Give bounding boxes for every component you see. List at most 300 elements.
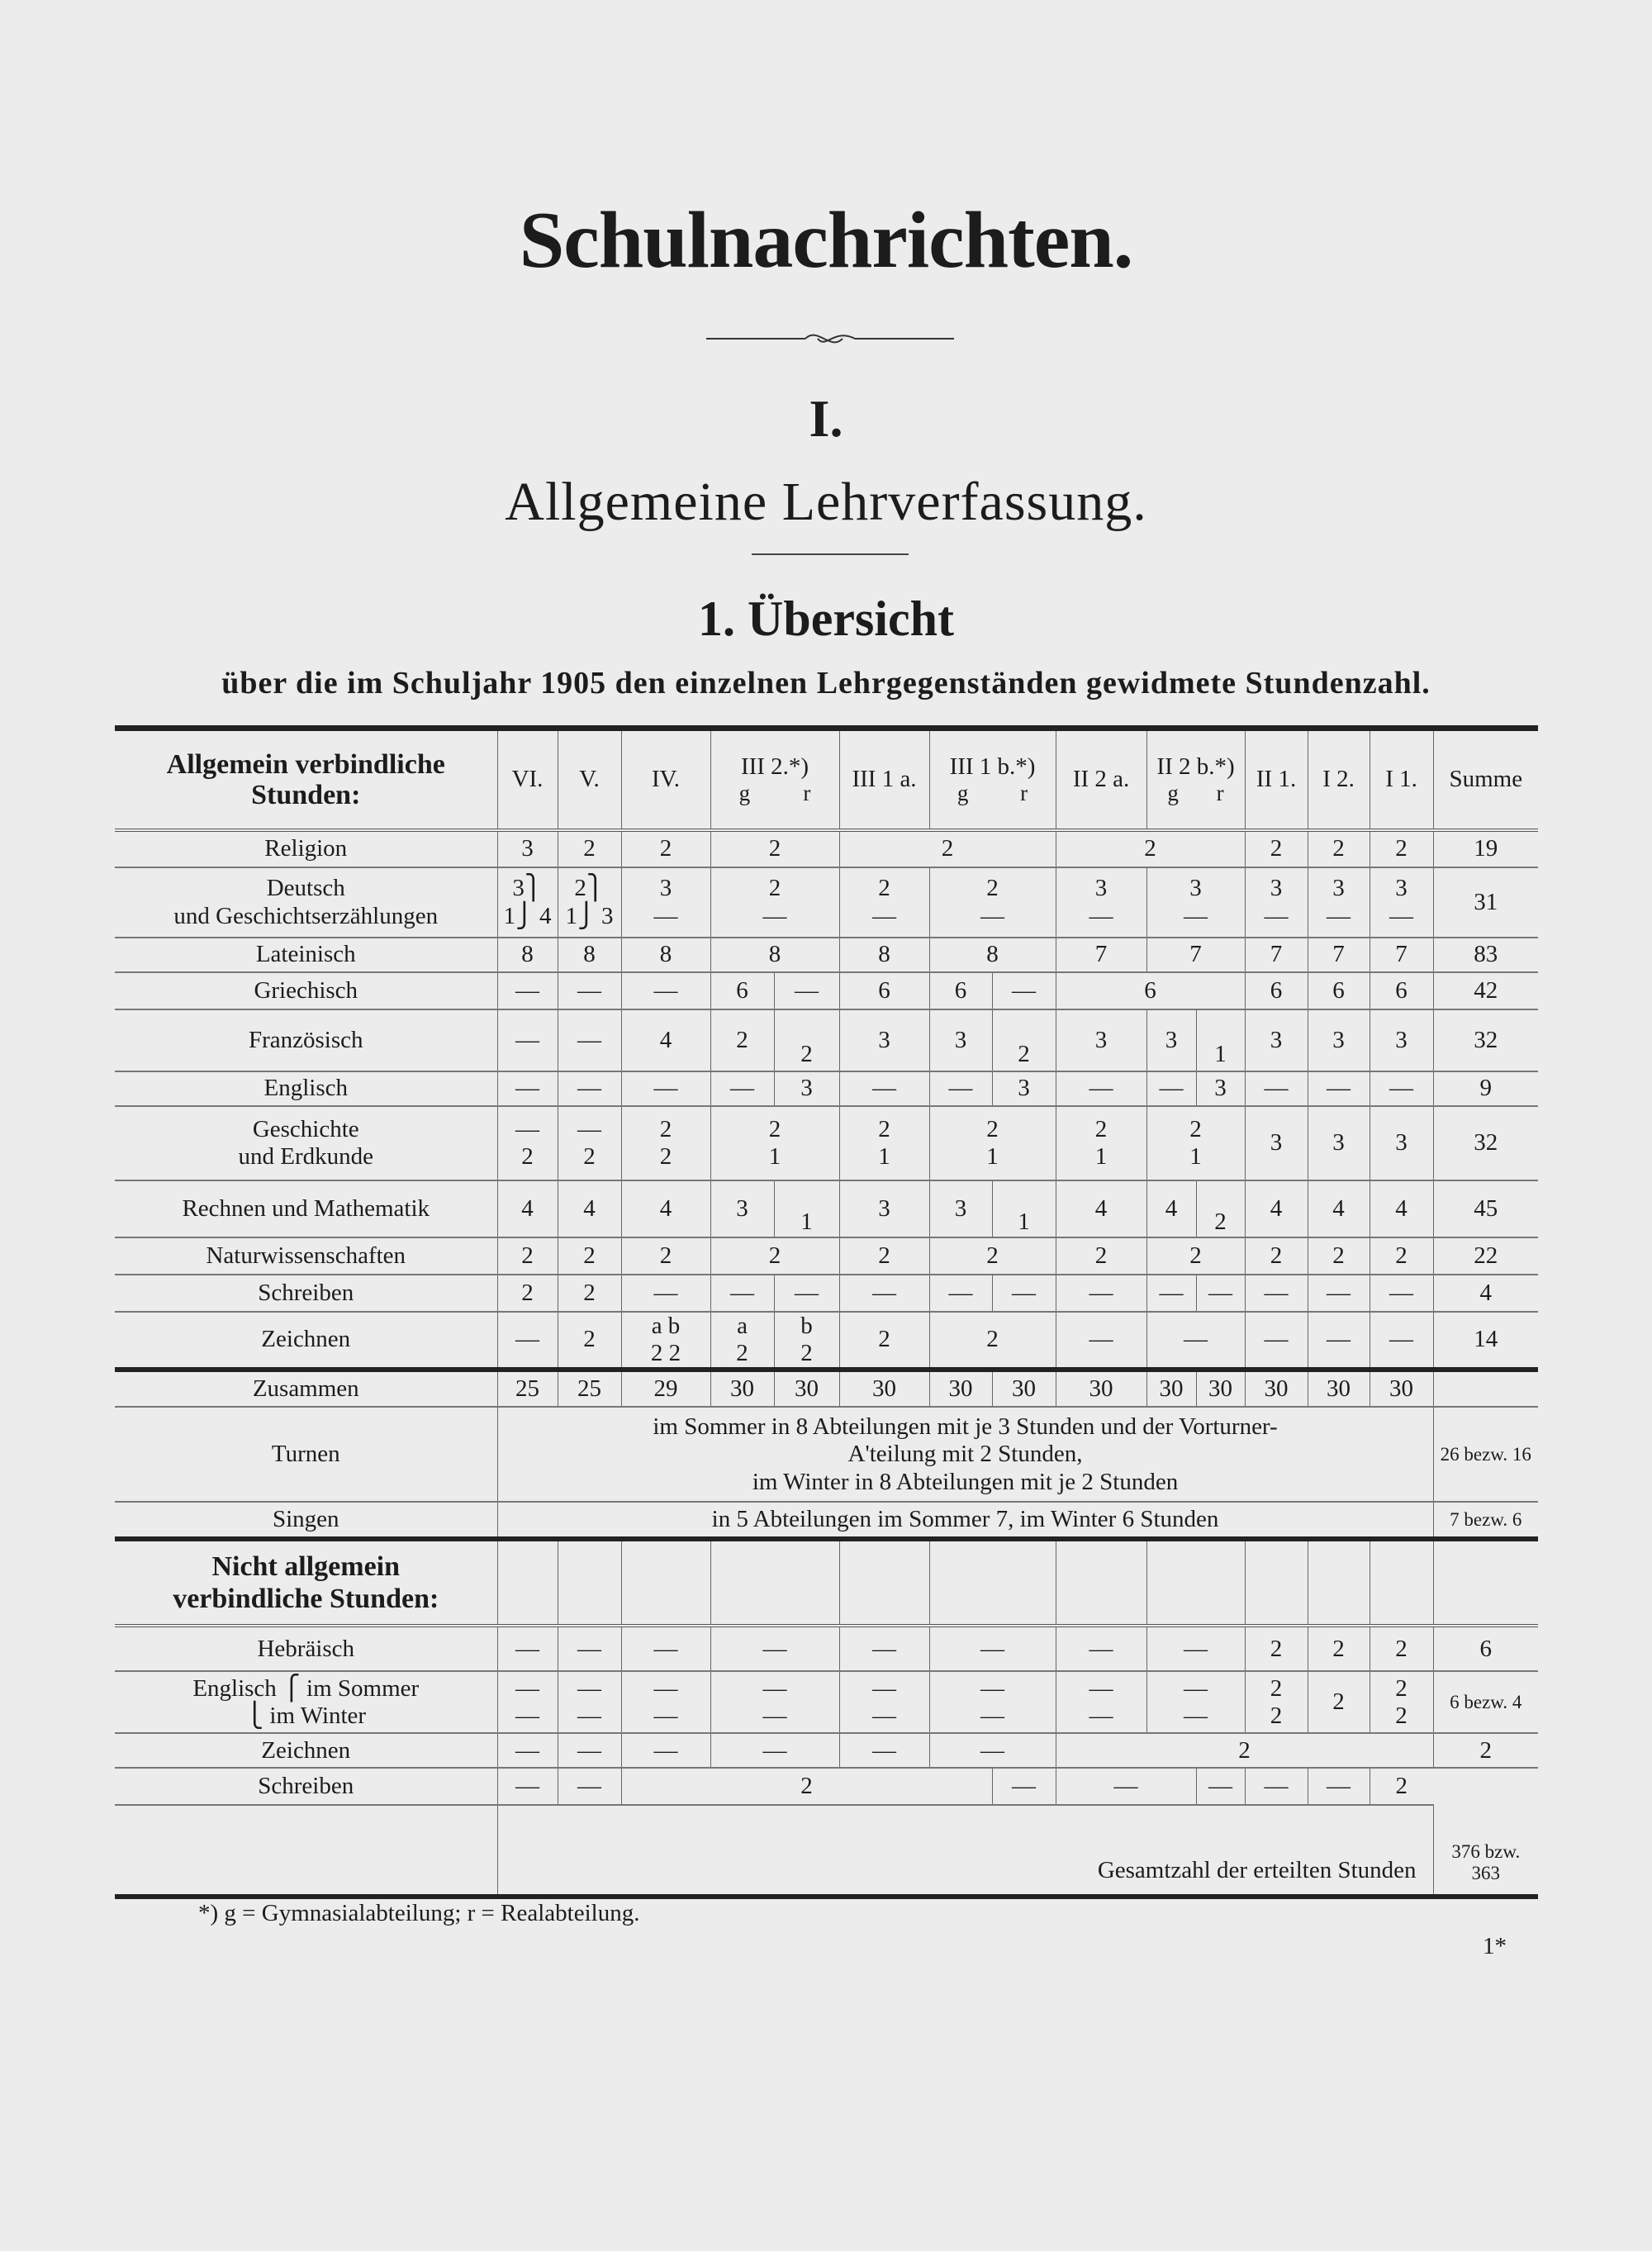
table-description: über die im Schuljahr 1905 den einzelnen Lehrgegenständen gewidmete Stundenzahl.: [221, 666, 1431, 700]
row-label: Rechnen und Mathematik: [115, 1180, 497, 1237]
column-header-label: III 1 b.*): [949, 753, 1036, 780]
column-header: [1245, 729, 1308, 831]
table-row: [115, 1768, 1538, 1805]
column-subheaders: [932, 781, 1054, 806]
table-cell: 3: [1308, 1106, 1370, 1180]
table-cell: —: [497, 1733, 558, 1768]
table-row: [115, 1237, 1538, 1275]
table-cell: 30: [992, 1370, 1056, 1407]
table-cell: 2: [1245, 830, 1308, 867]
page-title: Schulnachrichten.: [519, 196, 1133, 285]
table-cell: —: [497, 1626, 558, 1671]
table-row: [115, 1370, 1538, 1407]
table-cell: —: [558, 972, 621, 1009]
column-header-label: Summe: [1449, 766, 1523, 793]
table-cell: —: [558, 1733, 621, 1768]
table-cell: —: [497, 1768, 558, 1805]
table-cell: 32: [1433, 1009, 1538, 1071]
table-cell: 2 1: [929, 1106, 1056, 1180]
footnote: *) g = Gymnasialabteilung; r = Realabteilung.: [198, 1900, 640, 1926]
table-cell: —: [710, 1733, 839, 1768]
table-header-row: [115, 729, 1538, 831]
table-cell: 3: [1245, 1106, 1308, 1180]
table-cell: 2: [1308, 830, 1370, 867]
table-cell: 3⎫ 1⎭ 4: [497, 867, 558, 938]
table-cell: 2: [839, 830, 1056, 867]
table-row: [115, 1805, 1538, 1897]
table-cell: 83: [1433, 938, 1538, 972]
table-cell: 6: [839, 972, 929, 1009]
table-cell: 2: [1245, 1237, 1308, 1275]
table-cell: —: [1370, 1275, 1433, 1312]
row-label: Geschichte und Erdkunde: [115, 1106, 497, 1180]
column-subheaders: [1149, 781, 1243, 806]
ornament-divider-icon: [706, 326, 954, 351]
row-label: Nicht allgemein verbindliche Stunden:: [115, 1539, 497, 1626]
table-cell: 6: [1308, 972, 1370, 1009]
table-cell: 7: [1308, 938, 1370, 972]
row-label: Schreiben: [115, 1768, 497, 1805]
table-cell: —: [558, 1071, 621, 1106]
table-cell: 25: [558, 1370, 621, 1407]
row-label: Turnen: [115, 1407, 497, 1502]
table-cell: —: [839, 1733, 929, 1768]
table-cell: 4: [497, 1180, 558, 1237]
table-cell: —: [558, 1626, 621, 1671]
table-cell: 7: [1056, 938, 1146, 972]
table-cell: —: [1308, 1275, 1370, 1312]
subcolumn-label: g: [957, 781, 969, 806]
table-cell: 4: [1245, 1180, 1308, 1237]
table-cell: 30: [929, 1370, 992, 1407]
column-header-label: I 1.: [1385, 766, 1417, 793]
row-label: Griechisch: [115, 972, 497, 1009]
subcolumn-label: g: [738, 781, 751, 806]
column-header-label: III 2.*): [740, 753, 809, 780]
table-cell: 4: [1433, 1275, 1538, 1312]
table-cell: —: [497, 1071, 558, 1106]
table-cell: [710, 1539, 839, 1626]
table-cell: [1146, 1539, 1245, 1626]
table-cell: — —: [929, 1671, 1056, 1733]
table-cell: 1: [1196, 1009, 1245, 1071]
table-cell: 2: [774, 1009, 839, 1071]
table-cell: 30: [1196, 1370, 1245, 1407]
column-header: [710, 729, 839, 831]
table-cell: —: [1056, 1071, 1146, 1106]
table-cell: —: [1056, 1626, 1146, 1671]
column-header: [929, 729, 1056, 831]
column-header: [1308, 729, 1370, 831]
table-cell: 4: [1056, 1180, 1146, 1237]
page-number: 1*: [1483, 1933, 1507, 1959]
table-row: [115, 1071, 1538, 1106]
table-cell: 25: [497, 1370, 558, 1407]
table-cell: 2: [497, 1275, 558, 1312]
row-label: Englisch ⎧ im Sommer ⎩ im Winter: [115, 1671, 497, 1733]
column-header-label: III 1 a.: [852, 766, 917, 793]
table-cell: —: [1146, 1626, 1245, 1671]
table-cell: 6 bezw. 4: [1433, 1671, 1538, 1733]
hours-table: [115, 725, 1538, 1899]
table-cell: 4: [558, 1180, 621, 1237]
column-header-label: II 1.: [1256, 766, 1297, 793]
table-cell: 30: [1245, 1370, 1308, 1407]
table-cell: 3: [929, 1180, 992, 1237]
table-cell: 2: [929, 1237, 1056, 1275]
table-cell: 6: [710, 972, 774, 1009]
table-cell: —: [1146, 1275, 1196, 1312]
table-cell: b 2: [774, 1312, 839, 1370]
table-cell: 2 1: [1146, 1106, 1245, 1180]
table-cell: —: [1146, 1071, 1196, 1106]
table-cell: 2: [710, 830, 839, 867]
table-row: [115, 867, 1538, 938]
table-cell: 32: [1433, 1106, 1538, 1180]
table-cell: 8: [621, 938, 710, 972]
table-cell: [929, 1539, 1056, 1626]
table-cell: 2: [1056, 1733, 1433, 1768]
table-cell: 3: [1308, 1009, 1370, 1071]
column-header: [1433, 729, 1538, 831]
column-header: [839, 729, 929, 831]
row-label: Singen: [115, 1502, 497, 1539]
table-cell: —: [839, 1275, 929, 1312]
table-cell: 2: [992, 1009, 1056, 1071]
table-cell: 4: [621, 1180, 710, 1237]
row-label: Lateinisch: [115, 938, 497, 972]
table-cell: 19: [1433, 830, 1538, 867]
row-label: [115, 1805, 497, 1897]
table-cell: 2 —: [839, 867, 929, 938]
table-cell: 8: [710, 938, 839, 972]
chapter-number: I.: [809, 389, 843, 448]
table-cell: 2: [621, 1768, 992, 1805]
table-cell: 2 2: [621, 1106, 710, 1180]
table-row: [115, 938, 1538, 972]
divider: [752, 553, 909, 555]
table-row: [115, 1009, 1538, 1071]
table-cell: [558, 1539, 621, 1626]
table-cell: 8: [558, 938, 621, 972]
table-cell: — —: [710, 1671, 839, 1733]
table-row: [115, 972, 1538, 1009]
table-cell: 2 1: [710, 1106, 839, 1180]
subcolumn-label: r: [803, 781, 811, 806]
table-row: [115, 1106, 1538, 1180]
table-cell: 2: [1370, 1626, 1433, 1671]
table-cell: 2: [558, 1237, 621, 1275]
column-header: [558, 729, 621, 831]
table-cell: 2: [1308, 1626, 1370, 1671]
table-cell: —: [558, 1768, 621, 1805]
row-label: Zusammen: [115, 1370, 497, 1407]
table-cell: [1433, 1539, 1538, 1626]
table-cell: —: [774, 1275, 839, 1312]
table-cell: —: [992, 1768, 1056, 1805]
table-cell: 6: [1433, 1626, 1538, 1671]
column-header-label: II 2 a.: [1072, 766, 1130, 793]
table-cell: 3: [992, 1071, 1056, 1106]
table-cell: [1056, 1539, 1146, 1626]
table-cell: 3 —: [1056, 867, 1146, 938]
table-row: [115, 1733, 1538, 1768]
table-cell: 9: [1433, 1071, 1538, 1106]
table-cell: 2⎫ 1⎭ 3: [558, 867, 621, 938]
table-cell: 6: [1056, 972, 1245, 1009]
table-cell: —: [710, 1626, 839, 1671]
table-cell: — —: [621, 1671, 710, 1733]
table-cell: 3 —: [621, 867, 710, 938]
table-cell: 2: [710, 1237, 839, 1275]
table-cell: 2: [1245, 1626, 1308, 1671]
table-cell: [497, 1539, 558, 1626]
table-cell: 2: [558, 830, 621, 867]
table-cell: 2: [839, 1312, 929, 1370]
column-header-label: V.: [579, 766, 600, 793]
table-row: [115, 1407, 1538, 1502]
table-cell: 2: [621, 1237, 710, 1275]
table-cell: 3: [774, 1071, 839, 1106]
table-cell: [1308, 1539, 1370, 1626]
table-cell: 2: [839, 1237, 929, 1275]
table-cell: —: [497, 1009, 558, 1071]
table-cell: — —: [1056, 1671, 1146, 1733]
table-cell: [1433, 1370, 1538, 1407]
table-cell: 2: [1370, 830, 1433, 867]
table-cell: 2: [1370, 1768, 1433, 1805]
table-cell: 3: [497, 830, 558, 867]
table-row: [115, 1180, 1538, 1237]
table-cell: 8: [839, 938, 929, 972]
row-label: Schreiben: [115, 1275, 497, 1312]
table-cell: a 2: [710, 1312, 774, 1370]
table-cell: 2: [1196, 1180, 1245, 1237]
column-header: [621, 729, 710, 831]
table-cell: [839, 1539, 929, 1626]
table-cell: —: [992, 1275, 1056, 1312]
subsection-title: 1. Übersicht: [698, 591, 954, 646]
table-cell: 30: [710, 1370, 774, 1407]
table-cell: 30: [1308, 1370, 1370, 1407]
table-cell: —: [929, 1275, 992, 1312]
table-cell: 42: [1433, 972, 1538, 1009]
table-cell: 2 —: [710, 867, 839, 938]
section-title: Allgemeine Lehrverfassung.: [505, 472, 1147, 532]
table-cell: 4: [1308, 1180, 1370, 1237]
table-cell: —: [992, 972, 1056, 1009]
table-cell: 8: [497, 938, 558, 972]
table-cell: — —: [839, 1671, 929, 1733]
table-cell: 30: [774, 1370, 839, 1407]
table-cell: —: [839, 1071, 929, 1106]
row-label: Religion: [115, 830, 497, 867]
column-header: [1370, 729, 1433, 831]
table-cell: —: [929, 1071, 992, 1106]
row-label: Französisch: [115, 1009, 497, 1071]
table-cell: 3: [1370, 1106, 1433, 1180]
table-cell: —: [1196, 1768, 1245, 1805]
table-cell: —: [1308, 1071, 1370, 1106]
table-cell: —: [1370, 1312, 1433, 1370]
table-cell: 3: [1056, 1009, 1146, 1071]
subcolumn-label: r: [1216, 781, 1224, 806]
table-cell: 2: [1146, 1237, 1245, 1275]
row-label: Zeichnen: [115, 1312, 497, 1370]
table-cell: 30: [1056, 1370, 1146, 1407]
table-cell: 4: [1146, 1180, 1196, 1237]
table-row: [115, 1275, 1538, 1312]
table-cell: —: [1370, 1071, 1433, 1106]
table-cell: —: [929, 1626, 1056, 1671]
table-cell: 30: [839, 1370, 929, 1407]
table-cell: 2: [497, 1237, 558, 1275]
table-cell: 3: [710, 1180, 774, 1237]
table-cell: 30: [1370, 1370, 1433, 1407]
table-cell: 2: [558, 1312, 621, 1370]
row-label: Englisch: [115, 1071, 497, 1106]
column-header: [1146, 729, 1245, 831]
table-cell: —: [497, 972, 558, 1009]
table-cell: 3 —: [1370, 867, 1433, 938]
table-cell: 45: [1433, 1180, 1538, 1237]
table-cell: 2: [1056, 1237, 1146, 1275]
table-cell: 2: [1308, 1671, 1370, 1733]
table-cell: 14: [1433, 1312, 1538, 1370]
table-cell: —: [839, 1626, 929, 1671]
table-cell: 376 bzw. 363: [1433, 1805, 1538, 1897]
table-cell: —: [1245, 1312, 1308, 1370]
column-header: [497, 729, 558, 831]
table-row: [115, 1502, 1538, 1539]
table-cell: 3: [1370, 1009, 1433, 1071]
table-cell: 2: [621, 830, 710, 867]
table-cell: 6: [1245, 972, 1308, 1009]
column-header-label: II 2 b.*): [1156, 753, 1235, 780]
table-cell: 2 2: [1370, 1671, 1433, 1733]
table-cell: —: [1245, 1768, 1308, 1805]
table-cell: —: [710, 1275, 774, 1312]
table-cell: —: [621, 1626, 710, 1671]
table-row: [115, 1539, 1538, 1626]
table-row: [115, 830, 1538, 867]
table-cell: in 5 Abteilungen im Sommer 7, im Winter 6 Stunden: [497, 1502, 1433, 1539]
table-cell: 1: [992, 1180, 1056, 1237]
table-cell: —: [1245, 1071, 1308, 1106]
table-cell: [1370, 1539, 1433, 1626]
table-cell: — 2: [497, 1106, 558, 1180]
table-cell: 2: [929, 1312, 1056, 1370]
table-cell: —: [1056, 1312, 1146, 1370]
table-cell: —: [1308, 1768, 1370, 1805]
table-cell: 1: [774, 1180, 839, 1237]
column-header: [1056, 729, 1146, 831]
table-cell: —: [710, 1071, 774, 1106]
table-cell: —: [621, 972, 710, 1009]
table-cell: —: [1196, 1275, 1245, 1312]
table-cell: 3: [1245, 1009, 1308, 1071]
table-cell: — —: [497, 1671, 558, 1733]
table-cell: 2: [1433, 1733, 1538, 1768]
table-cell: 3: [929, 1009, 992, 1071]
table-cell: 2 1: [1056, 1106, 1146, 1180]
row-label: Hebräisch: [115, 1626, 497, 1671]
table-cell: 7: [1146, 938, 1245, 972]
table-cell: 2 2: [1245, 1671, 1308, 1733]
table-cell: [1245, 1539, 1308, 1626]
table-cell: 2: [1308, 1237, 1370, 1275]
table-cell: 2: [1056, 830, 1245, 867]
table-cell: — 2: [558, 1106, 621, 1180]
table-cell: —: [774, 972, 839, 1009]
column-header-label: I 2.: [1322, 766, 1355, 793]
table-cell: — —: [558, 1671, 621, 1733]
table-cell: —: [1056, 1275, 1146, 1312]
table-cell: 29: [621, 1370, 710, 1407]
table-row: [115, 1671, 1538, 1733]
table-cell: 2: [558, 1275, 621, 1312]
table-cell: im Sommer in 8 Abteilungen mit je 3 Stunden und der Vorturner- A'teilung mit 2 Stunden, im Winter in 8 Abteilungen mit je 2 Stunden: [497, 1407, 1433, 1502]
table-cell: 8: [929, 938, 1056, 972]
table-cell: 3: [1196, 1071, 1245, 1106]
table-cell: 7 bezw. 6: [1433, 1502, 1538, 1539]
column-subheaders: [713, 781, 838, 806]
table-cell: a b 2 2: [621, 1312, 710, 1370]
table-cell: — —: [1146, 1671, 1245, 1733]
table-cell: 26 bezw. 16: [1433, 1407, 1538, 1502]
table-cell: 2 1: [839, 1106, 929, 1180]
table-cell: —: [558, 1009, 621, 1071]
table-cell: —: [1056, 1768, 1196, 1805]
table-cell: —: [1146, 1312, 1245, 1370]
table-cell: [621, 1539, 710, 1626]
table-cell: 3: [1146, 1009, 1196, 1071]
table-cell: —: [497, 1312, 558, 1370]
row-label: Deutsch und Geschichtserzählungen: [115, 867, 497, 938]
table-cell: 3: [839, 1180, 929, 1237]
table-cell: 30: [1146, 1370, 1196, 1407]
table-cell: —: [621, 1275, 710, 1312]
table-cell: 4: [621, 1009, 710, 1071]
table-cell: —: [1308, 1312, 1370, 1370]
table-cell: 3 —: [1245, 867, 1308, 938]
table-cell: —: [1245, 1275, 1308, 1312]
table-cell: —: [929, 1733, 1056, 1768]
table-cell: 2: [710, 1009, 774, 1071]
column-header-label: IV.: [651, 766, 681, 793]
subcolumn-label: r: [1020, 781, 1028, 806]
subcolumn-label: g: [1167, 781, 1179, 806]
table-cell: Gesamtzahl der erteilten Stunden: [497, 1805, 1433, 1897]
table-cell: 7: [1370, 938, 1433, 972]
table-cell: 6: [929, 972, 992, 1009]
table-cell: 6: [1370, 972, 1433, 1009]
table-cell: 22: [1433, 1237, 1538, 1275]
row-label: Zeichnen: [115, 1733, 497, 1768]
table-cell: 3 —: [1308, 867, 1370, 938]
table-cell: —: [621, 1733, 710, 1768]
table-cell: 2 —: [929, 867, 1056, 938]
table-cell: 3 —: [1146, 867, 1245, 938]
column-header-label: VI.: [511, 766, 544, 793]
row-label: Naturwissenschaften: [115, 1237, 497, 1275]
table-row: [115, 1312, 1538, 1370]
table-cell: 3: [839, 1009, 929, 1071]
table-cell: 4: [1370, 1180, 1433, 1237]
table-cell: —: [621, 1071, 710, 1106]
table-cell: 7: [1245, 938, 1308, 972]
header-label: Allgemein verbindliche Stunden:: [115, 729, 497, 831]
